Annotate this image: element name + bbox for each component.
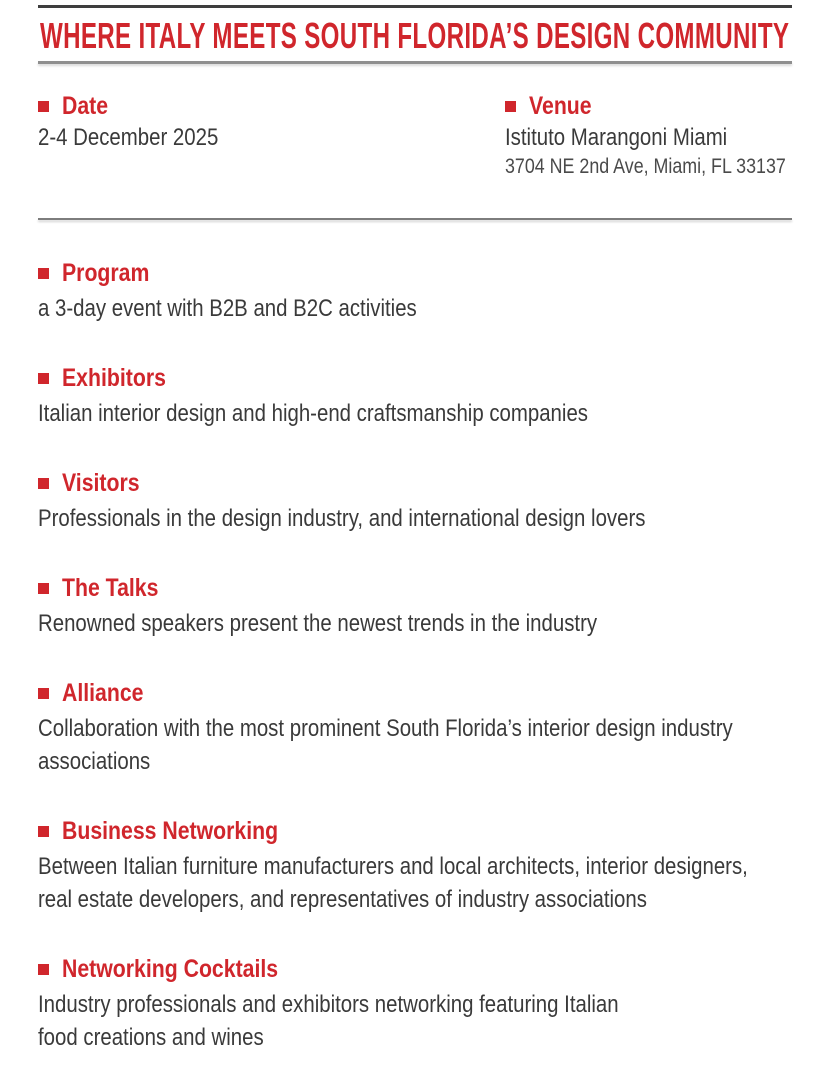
top-rule xyxy=(38,5,792,8)
section-body-line: Collaboration with the most prominent South Florida’s interior design industry xyxy=(38,715,733,742)
square-bullet-icon xyxy=(38,688,49,699)
title-underline-rule xyxy=(38,61,792,64)
section-program xyxy=(38,259,792,325)
section-alliance xyxy=(38,679,792,778)
venue-heading-row xyxy=(505,92,835,120)
flyer-page xyxy=(0,5,836,1077)
square-bullet-icon xyxy=(38,268,49,279)
section-body-line: Between Italian furniture manufacturers and local architects, interior designers, xyxy=(38,853,748,880)
date-venue-row xyxy=(38,92,792,179)
venue-address: 3704 NE 2nd Ave, Miami, FL 33137 xyxy=(505,155,786,178)
section-title: The Talks xyxy=(62,574,159,602)
section-heading-row xyxy=(38,259,792,287)
section-title: Networking Cocktails xyxy=(62,955,279,983)
section-heading-row xyxy=(38,574,792,602)
section-heading-row xyxy=(38,364,792,392)
page-title: WHERE ITALY MEETS SOUTH FLORIDA’S DESIGN COMMUNITY xyxy=(40,15,790,56)
square-bullet-icon xyxy=(38,373,49,384)
section-networking-cocktails xyxy=(38,955,792,1054)
section-divider-rule xyxy=(38,218,792,220)
section-body-line: Professionals in the design industry, and international design lovers xyxy=(38,505,646,532)
sections-list xyxy=(38,259,792,1054)
section-business-networking xyxy=(38,817,792,916)
square-bullet-icon xyxy=(38,478,49,489)
section-heading-row xyxy=(38,817,792,845)
section-title: Visitors xyxy=(62,469,140,497)
section-body-line: Industry professionals and exhibitors networking featuring Italian xyxy=(38,991,619,1018)
venue-label: Venue xyxy=(529,92,592,120)
date-heading-row xyxy=(38,92,505,120)
section-exhibitors xyxy=(38,364,792,430)
section-title: Program xyxy=(62,259,150,287)
section-heading-row xyxy=(38,469,792,497)
section-heading-row xyxy=(38,955,792,983)
section-the-talks xyxy=(38,574,792,640)
section-body-line: associations xyxy=(38,748,151,775)
square-bullet-icon xyxy=(38,101,49,112)
square-bullet-icon xyxy=(38,826,49,837)
square-bullet-icon xyxy=(38,964,49,975)
section-body-line: Italian interior design and high-end craftsmanship companies xyxy=(38,400,588,427)
section-title: Alliance xyxy=(62,679,144,707)
section-body-line: a 3-day event with B2B and B2C activities xyxy=(38,295,417,322)
venue-block xyxy=(505,92,835,179)
venue-name: Istituto Marangoni Miami xyxy=(505,124,728,151)
section-body-line: Renowned speakers present the newest trends in the industry xyxy=(38,610,598,637)
square-bullet-icon xyxy=(505,101,516,112)
section-heading-row xyxy=(38,679,792,707)
date-value: 2-4 December 2025 xyxy=(38,124,219,151)
square-bullet-icon xyxy=(38,583,49,594)
section-title: Business Networking xyxy=(62,817,279,845)
section-body-line: real estate developers, and representatives of industry associations xyxy=(38,886,647,913)
section-visitors xyxy=(38,469,792,535)
date-block xyxy=(38,92,505,179)
date-label: Date xyxy=(62,92,109,120)
section-body-line: food creations and wines xyxy=(38,1024,264,1051)
section-title: Exhibitors xyxy=(62,364,166,392)
